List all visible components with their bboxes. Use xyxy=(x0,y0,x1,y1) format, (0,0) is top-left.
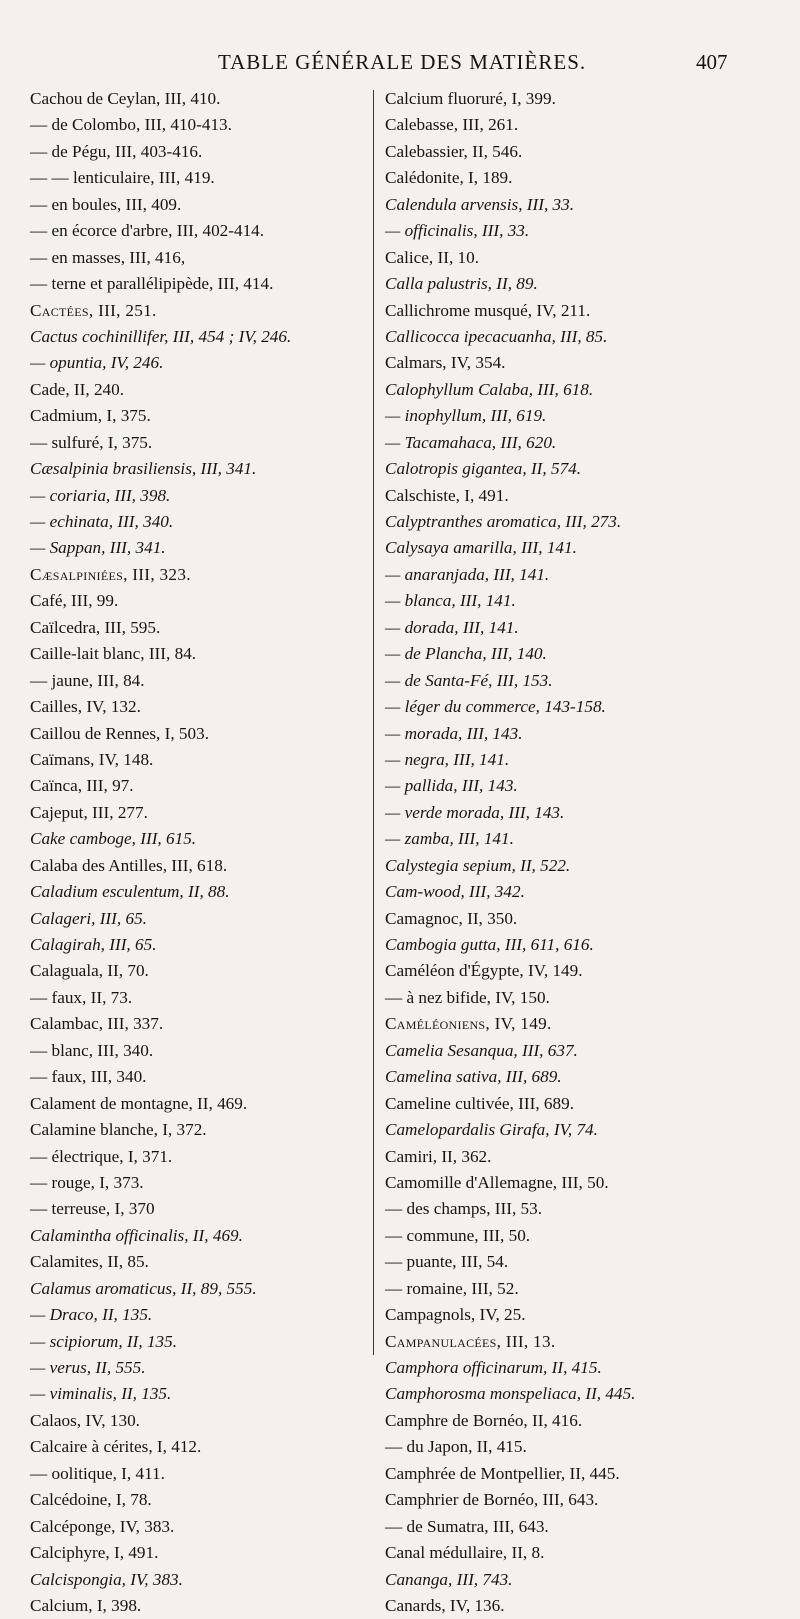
index-entry: Cameline cultivée, III, 689. xyxy=(385,1093,574,1113)
index-entry: Cade, II, 240. xyxy=(30,379,125,399)
index-entry: Cake camboge, III, 615. xyxy=(30,829,197,849)
index-entry: — en écorce d'arbre, III, 402-414. xyxy=(30,221,265,241)
index-entry: Calédonite, I, 189. xyxy=(385,168,513,188)
index-entry: Calageri, III, 65. xyxy=(30,908,147,928)
index-entry: Calcédoine, I, 78. xyxy=(30,1490,152,1510)
index-entry: Camphrée de Montpellier, II, 445. xyxy=(385,1463,620,1483)
index-entry: Camagnoc, II, 350. xyxy=(385,908,518,928)
index-entry: — scipiorum, II, 135. xyxy=(30,1331,178,1351)
index-entry: — rouge, I, 373. xyxy=(30,1172,144,1192)
page-header xyxy=(0,44,800,78)
index-entry: — à nez bifide, IV, 150. xyxy=(385,987,550,1007)
index-entry: — de Colombo, III, 410-413. xyxy=(30,115,232,135)
index-entry: Calendula arvensis, III, 33. xyxy=(385,194,575,214)
page-title: TABLE GÉNÉRALE DES MATIÈRES. xyxy=(218,50,587,74)
index-entry: Calyptranthes aromatica, III, 273. xyxy=(385,512,622,531)
index-entry: — de Sumatra, III, 643. xyxy=(385,1516,549,1536)
index-entry: Caille-lait blanc, III, 84. xyxy=(30,644,197,664)
index-entry: Caladium esculentum, II, 88. xyxy=(30,882,230,902)
page-number: 407 xyxy=(696,50,728,74)
index-entry: Calambac, III, 337. xyxy=(30,1014,164,1034)
index-entry: Calagirah, III, 65. xyxy=(30,935,157,954)
index-entry: Camphre de Bornéo, II, 416. xyxy=(385,1410,583,1430)
index-entry: — léger du commerce, 143-158. xyxy=(385,697,606,717)
index-entry: — verde morada, III, 143. xyxy=(385,802,565,822)
index-entry: — inophyllum, III, 619. xyxy=(385,406,547,426)
index-entry: Cachou de Ceylan, III, 410. xyxy=(30,89,221,108)
index-entry: — Sappan, III, 341. xyxy=(30,538,166,558)
index-entry: Calamintha officinalis, II, 469. xyxy=(30,1225,243,1245)
index-entry: Cactus cochinillifer, III, 454 ; IV, 246. xyxy=(30,326,292,346)
index-entry: — oolitique, I, 411. xyxy=(30,1463,165,1483)
index-entry: Calaba des Antilles, III, 618. xyxy=(30,855,228,875)
index-entry: — terreuse, I, 370 xyxy=(30,1199,155,1219)
index-entry: — Draco, II, 135. xyxy=(30,1305,153,1325)
index-entry: Cananga, III, 743. xyxy=(385,1569,513,1589)
index-entry: Camelopardalis Girafa, IV, 74. xyxy=(385,1120,598,1140)
index-entry: — de Pégu, III, 403-416. xyxy=(30,141,203,161)
index-entry: — de Plancha, III, 140. xyxy=(385,644,547,664)
index-entry: Cæsalpinia brasiliensis, III, 341. xyxy=(30,459,257,479)
index-entry: Calcium, I, 398. xyxy=(30,1595,142,1615)
index-entry: — blanc, III, 340. xyxy=(30,1040,154,1060)
index-entry: Caïmans, IV, 148. xyxy=(30,749,154,769)
index-entry: Cactées, III, 251. xyxy=(30,300,157,320)
right-column xyxy=(385,86,775,1619)
index-entry: Calysaya amarilla, III, 141. xyxy=(385,538,577,558)
index-entry: Café, III, 99. xyxy=(30,591,119,611)
index-entry: Calcaire à cérites, I, 412. xyxy=(30,1437,202,1457)
index-entry: Calystegia sepium, II, 522. xyxy=(385,855,571,875)
index-entry: Caïnca, III, 97. xyxy=(30,776,134,796)
index-entry: — du Japon, II, 415. xyxy=(385,1437,527,1457)
index-entry: Calschiste, I, 491. xyxy=(385,485,509,505)
index-entry: — en boules, III, 409. xyxy=(30,194,182,214)
index-entry: — morada, III, 143. xyxy=(385,723,523,743)
index-entry: Calcispongia, IV, 383. xyxy=(30,1569,183,1589)
index-entry: Camphorosma monspeliaca, II, 445. xyxy=(385,1384,636,1404)
index-entry: Cailles, IV, 132. xyxy=(30,697,141,717)
index-entry: Camelia Sesanqua, III, 637. xyxy=(385,1040,578,1060)
index-entry: — des champs, III, 53. xyxy=(385,1199,543,1219)
index-entry: — Tacamahaca, III, 620. xyxy=(385,432,557,452)
index-entry: Calament de montagne, II, 469. xyxy=(30,1093,248,1113)
index-entry: — dorada, III, 141. xyxy=(385,617,519,637)
index-entry: Calamine blanche, I, 372. xyxy=(30,1120,207,1140)
index-entry: Cadmium, I, 375. xyxy=(30,406,151,426)
index-entry: Callicocca ipecacuanha, III, 85. xyxy=(385,326,608,346)
index-entry: — negra, III, 141. xyxy=(385,749,510,769)
index-entry: Cambogia gutta, III, 611, 616. xyxy=(385,935,594,954)
index-entry: — opuntia, IV, 246. xyxy=(30,353,164,373)
index-entry: Calophyllum Calaba, III, 618. xyxy=(385,379,594,399)
index-entry: Canards, IV, 136. xyxy=(385,1595,505,1615)
index-entry: — électrique, I, 371. xyxy=(30,1146,173,1166)
index-entry: — verus, II, 555. xyxy=(30,1358,146,1377)
index-entry: Camiri, II, 362. xyxy=(385,1146,492,1166)
index-entry: Calaguala, II, 70. xyxy=(30,961,149,981)
index-entry: — echinata, III, 340. xyxy=(30,512,174,531)
index-entry: Cajeput, III, 277. xyxy=(30,802,148,822)
index-entry: Callichrome musqué, IV, 211. xyxy=(385,300,591,320)
index-entry: Calciphyre, I, 491. xyxy=(30,1543,159,1563)
index-entry: — blanca, III, 141. xyxy=(385,591,516,611)
index-entry: Campanulacées, III, 13. xyxy=(385,1331,556,1351)
index-entry: Caïlcedra, III, 595. xyxy=(30,617,161,637)
index-entry: — romaine, III, 52. xyxy=(385,1278,519,1298)
index-entry: — puante, III, 54. xyxy=(385,1252,509,1272)
index-entry: — anaranjada, III, 141. xyxy=(385,564,550,584)
column-divider xyxy=(373,90,374,1355)
index-entry: Caillou de Rennes, I, 503. xyxy=(30,723,210,743)
index-entry: — commune, III, 50. xyxy=(385,1225,531,1245)
index-entry: Cam-wood, III, 342. xyxy=(385,882,525,902)
index-entry: — — lenticulaire, III, 419. xyxy=(30,168,215,188)
index-entry: — sulfuré, I, 375. xyxy=(30,432,153,452)
index-entry: Canal médullaire, II, 8. xyxy=(385,1543,545,1563)
index-entry: Calmars, IV, 354. xyxy=(385,353,506,373)
index-entry: Camphrier de Bornéo, III, 643. xyxy=(385,1490,599,1510)
index-entry: Camelina sativa, III, 689. xyxy=(385,1067,562,1087)
index-entry: Calaos, IV, 130. xyxy=(30,1410,140,1430)
index-entry: — coriaria, III, 398. xyxy=(30,485,171,505)
index-entry: Calla palustris, II, 89. xyxy=(385,274,538,294)
left-column xyxy=(30,86,365,1619)
index-entry: — pallida, III, 143. xyxy=(385,776,518,796)
index-entry: Calamites, II, 85. xyxy=(30,1252,149,1272)
index-entry: — zamba, III, 141. xyxy=(385,829,514,849)
index-entry: — faux, II, 73. xyxy=(30,987,133,1007)
index-entry: Calebasse, III, 261. xyxy=(385,115,519,135)
index-entry: Calcéponge, IV, 383. xyxy=(30,1516,175,1536)
index-entry: Calotropis gigantea, II, 574. xyxy=(385,459,582,479)
index-entry: Campagnols, IV, 25. xyxy=(385,1305,526,1325)
index-entry: — terne et parallélipipède, III, 414. xyxy=(30,274,274,294)
index-entry: Camomille d'Allemagne, III, 50. xyxy=(385,1172,609,1192)
index-entry: Camphora officinarum, II, 415. xyxy=(385,1358,602,1377)
index-entry: Caméléoniens, IV, 149. xyxy=(385,1014,552,1034)
index-entry: — en masses, III, 416, xyxy=(30,247,186,267)
index-entry: Calebassier, II, 546. xyxy=(385,141,523,161)
index-entry: Calcium fluoruré, I, 399. xyxy=(385,89,556,108)
index-entry: — de Santa-Fé, III, 153. xyxy=(385,670,553,690)
index-entry: Caméléon d'Égypte, IV, 149. xyxy=(385,961,583,981)
index-entry: Cæsalpiniées, III, 323. xyxy=(30,564,191,584)
index-entry: — jaune, III, 84. xyxy=(30,670,145,690)
index-entry: — viminalis, II, 135. xyxy=(30,1384,172,1404)
index-entry: Calamus aromaticus, II, 89, 555. xyxy=(30,1278,257,1298)
index-entry: — faux, III, 340. xyxy=(30,1067,147,1087)
index-entry: Calice, II, 10. xyxy=(385,247,480,267)
index-entry: — officinalis, III, 33. xyxy=(385,221,530,241)
